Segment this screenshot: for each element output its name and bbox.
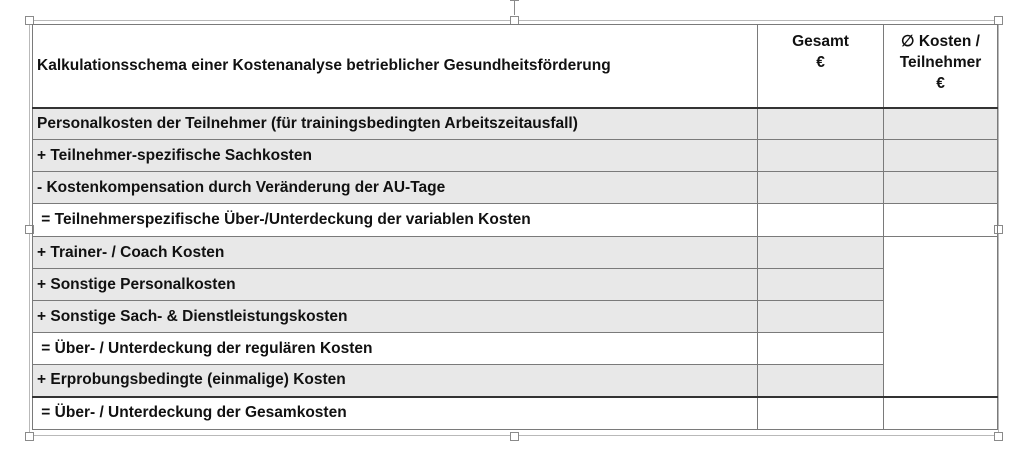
cell-avg[interactable] [884,108,998,140]
table-row [33,108,998,140]
cell-total[interactable] [758,108,884,140]
table-row [33,397,998,430]
cell-total[interactable] [758,140,884,172]
table-row [33,237,998,269]
rotate-handle-cap[interactable] [510,0,519,1]
cell-avg[interactable] [884,397,998,430]
row-label[interactable]: Personalkosten der Teilnehmer (für trainingsbedingten Arbeitszeitausfall) [33,108,758,140]
cell-total[interactable] [758,269,884,301]
column-header-avg-label: ∅ Kosten / [901,33,980,50]
cell-total[interactable] [758,365,884,397]
table-row [33,140,998,172]
column-header-avg-unit: € [936,75,945,92]
column-header-total-unit: € [816,54,825,71]
column-header-avg-label-2: Teilnehmer [899,54,982,71]
cell-total[interactable] [758,397,884,430]
cell-total[interactable] [758,237,884,269]
table-row [33,172,998,204]
row-label[interactable]: - Kostenkompensation durch Veränderung der AU-Tage [33,172,758,204]
column-header-avg-cost[interactable] [884,25,998,108]
resize-handle-bottom[interactable] [510,432,519,441]
column-header-total[interactable] [758,25,884,108]
cell-total[interactable] [758,333,884,365]
cell-total[interactable] [758,301,884,333]
cell-avg[interactable] [884,204,998,237]
cell-avg[interactable] [884,172,998,204]
table-header-row [33,25,998,108]
rotate-handle-stem [514,0,515,15]
row-label[interactable]: + Erprobungsbedingte (einmalige) Kosten [33,365,758,397]
cell-avg[interactable] [884,140,998,172]
row-label[interactable]: + Trainer- / Coach Kosten [33,237,758,269]
table-row [33,204,998,237]
table-title[interactable]: Kalkulationsschema einer Kostenanalyse betrieblicher Gesundheitsförderung [33,25,758,108]
cell-total[interactable] [758,172,884,204]
row-label[interactable]: + Sonstige Sach- & Dienstleistungskosten [33,301,758,333]
table-row [33,333,998,365]
row-label[interactable]: = Über- / Unterdeckung der regulären Kosten [33,333,758,365]
row-label[interactable]: + Teilnehmer-spezifische Sachkosten [33,140,758,172]
table-row [33,269,998,301]
cell-total[interactable] [758,204,884,237]
resize-handle-bottom-right[interactable] [994,432,1003,441]
resize-handle-bottom-left[interactable] [25,432,34,441]
cost-calculation-table [32,24,998,430]
row-label[interactable]: = Teilnehmerspezifische Über-/Unterdeckung der variablen Kosten [33,204,758,237]
table-row [33,301,998,333]
table-row [33,365,998,397]
row-label[interactable]: + Sonstige Personalkosten [33,269,758,301]
column-header-total-label: Gesamt [792,33,849,50]
cell-avg-merged[interactable] [884,237,998,397]
row-label[interactable]: = Über- / Unterdeckung der Gesamkosten [33,397,758,430]
